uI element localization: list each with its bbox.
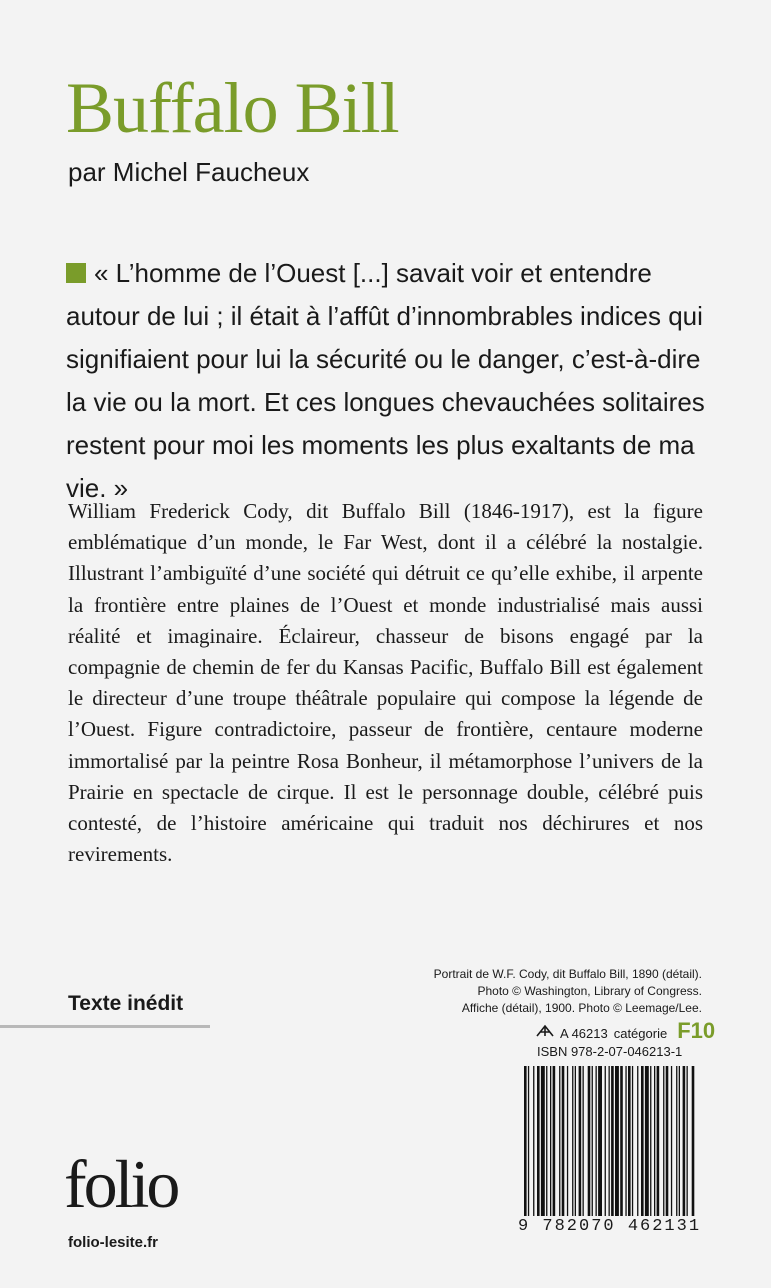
isbn: ISBN 978-2-07-046213-1 xyxy=(537,1044,683,1059)
pull-quote xyxy=(66,252,716,510)
barcode-bar xyxy=(533,1066,534,1216)
barcode-bar xyxy=(572,1066,573,1216)
barcode-bar xyxy=(550,1066,551,1216)
credit-line: Photo © Washington, Library of Congress. xyxy=(477,984,702,998)
barcode-bar xyxy=(592,1066,593,1216)
category-code: F10 xyxy=(677,1018,716,1043)
barcode-bar xyxy=(645,1066,649,1216)
barcode-bar xyxy=(650,1066,651,1216)
blurb-paragraph: William Frederick Cody, dit Buffalo Bill (1846-1917), est la figure emblématique d’un monde, le Far West, dont il a célébré la nostalgie. Illustrant l’ambiguïté d’une société qui détruit ce qu’elle exhibe, il arpente la frontière entre plaines de l’Ouest et monde industrialisé mais aussi réalité et imaginaire. Éclaireur, chasseur de bisons engagé par la compagnie de chemin de fer du Kansas Pacific, Buffalo Bill est également le directeur d’une troupe théâtrale populaire qui compose la légende de l’Ouest. Figure contradictoire, passeur de frontière, centaure moderne immortalisé par la peintre Rosa Bonheur, il métamorphose l’univers de la Prairie en spectacle de cirque. Il est le personnage double, célébré puis contesté, de l’histoire américaine qui traduit nos déchirures et nos revirements. xyxy=(68,499,703,867)
barcode-bar xyxy=(559,1066,560,1216)
barcode-bar xyxy=(620,1066,623,1216)
barcode-bar xyxy=(676,1066,677,1216)
book-title: Buffalo Bill xyxy=(66,68,399,148)
catalog-ref: A 46213 xyxy=(560,1026,608,1041)
barcode-bar xyxy=(671,1066,672,1216)
barcode-bar xyxy=(683,1066,686,1216)
barcode-bar xyxy=(562,1066,565,1216)
barcode-bar xyxy=(537,1066,540,1216)
barcode-bar xyxy=(611,1066,614,1216)
category-label: catégorie xyxy=(613,1026,668,1041)
barcode-bar xyxy=(637,1066,638,1216)
barcode-bar xyxy=(567,1066,568,1216)
credit-line: Affiche (détail), 1900. Photo © Leemage/Lee. xyxy=(461,1001,702,1015)
barcode-digits: 9 782070 462131 xyxy=(518,1217,702,1236)
barcode-bar xyxy=(546,1066,547,1216)
barcode-bar xyxy=(679,1066,680,1216)
barcode-bar xyxy=(598,1066,602,1216)
barcode-bar xyxy=(528,1066,529,1216)
barcode-bar xyxy=(687,1066,688,1216)
barcode-bar xyxy=(641,1066,644,1216)
barcode-bar xyxy=(605,1066,606,1216)
barcode-bar xyxy=(596,1066,597,1216)
barcode-bar xyxy=(583,1066,584,1216)
barcode-bar xyxy=(615,1066,619,1216)
author-line: par Michel Faucheux xyxy=(68,157,310,187)
catalog-line xyxy=(536,1018,715,1044)
barcode-bar xyxy=(579,1066,582,1216)
image-credits xyxy=(382,966,702,1017)
publisher-mark-icon xyxy=(536,1024,554,1038)
barcode xyxy=(518,1066,700,1236)
barcode-bar xyxy=(524,1066,527,1216)
barcode-bar xyxy=(692,1066,695,1216)
barcode-bar xyxy=(553,1066,556,1216)
barcode-bar xyxy=(609,1066,610,1216)
barcode-bar xyxy=(625,1066,626,1216)
publisher-logo: folio xyxy=(64,1146,178,1222)
barcode-bar xyxy=(541,1066,545,1216)
barcode-bar xyxy=(575,1066,576,1216)
barcode-bar xyxy=(657,1066,660,1216)
green-square-icon xyxy=(66,263,86,283)
barcode-bar xyxy=(663,1066,664,1216)
website-link[interactable]: folio-lesite.fr xyxy=(68,1234,159,1251)
barcode-bar xyxy=(588,1066,591,1216)
divider xyxy=(0,1025,210,1028)
credit-line: Portrait de W.F. Cody, dit Buffalo Bill, 1890 (détail). xyxy=(433,967,702,981)
barcode-bar xyxy=(632,1066,633,1216)
quote-text: « L’homme de l’Ouest [...] savait voir et entendre autour de lui ; il était à l’affût d’innombrables indices qui signifiaient pour lui la sécurité ou le danger, c’est-à-dire la vie ou la mort. Et ces longues chevauchées solitaires restent pour moi les moments les plus exaltants de ma vie. » xyxy=(66,258,705,503)
barcode-bar xyxy=(654,1066,655,1216)
barcode-bar xyxy=(628,1066,631,1216)
barcode-bar xyxy=(666,1066,669,1216)
edition-note: Texte inédit xyxy=(68,992,184,1015)
